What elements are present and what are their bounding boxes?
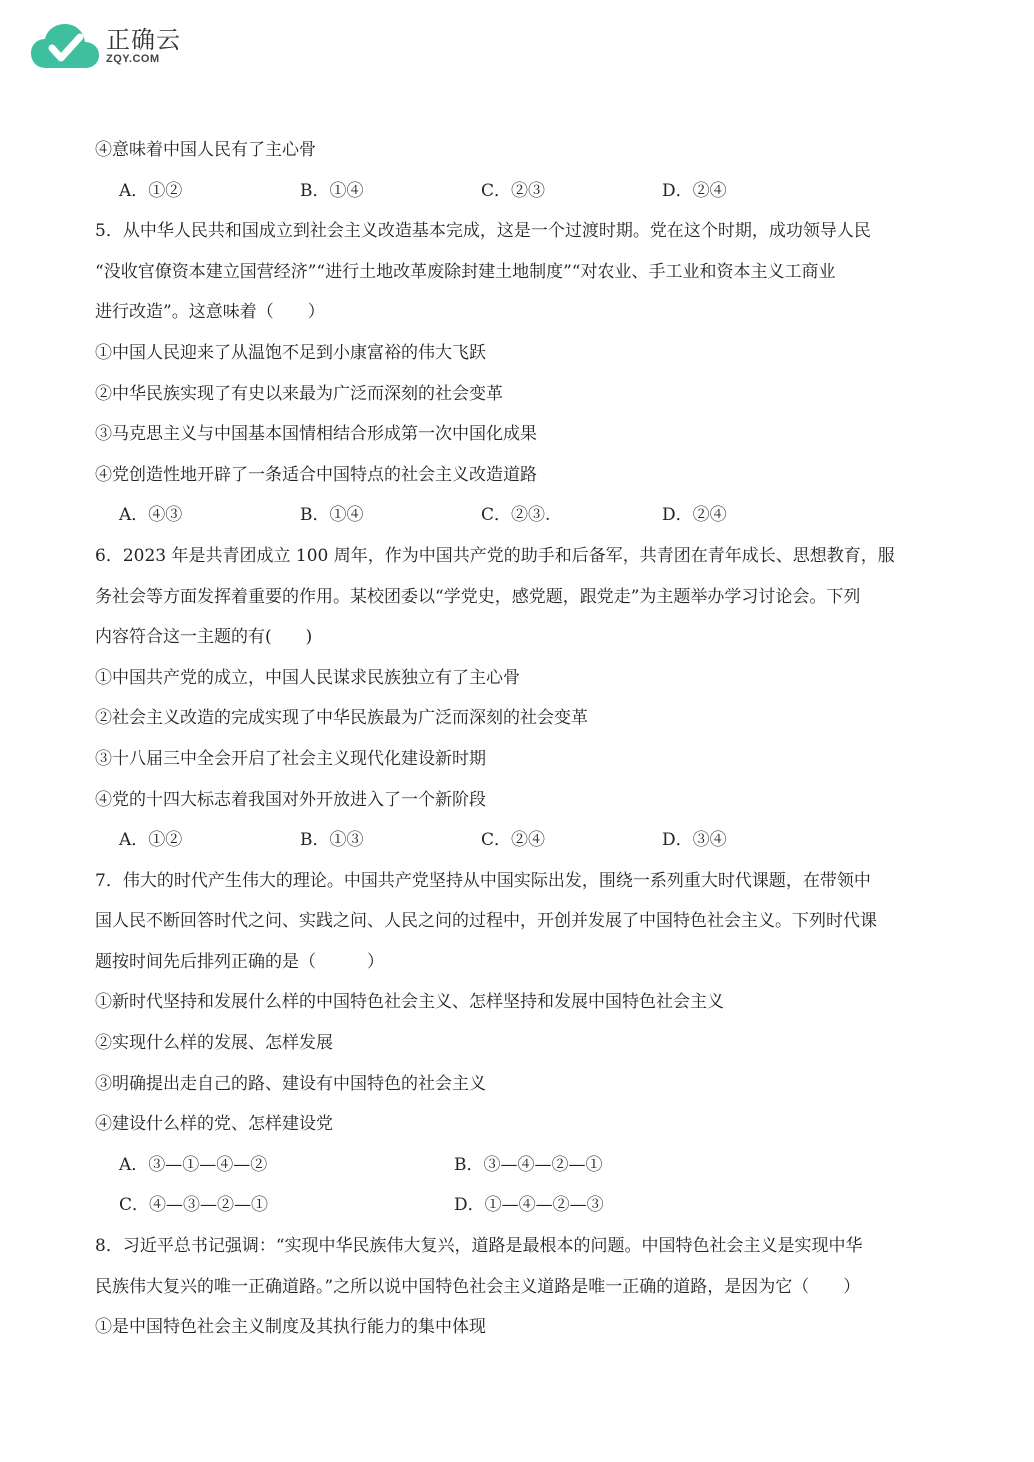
q5-statement-2: ②中华民族实现了有史以来最为广泛而深刻的社会变革 [95, 383, 503, 404]
q6-statement-1: ①中国共产党的成立，中国人民谋求民族独立有了主心骨 [95, 667, 520, 688]
q7-options-row-2 [95, 1185, 955, 1226]
q5-stem-line: 进行改造”。这意味着（ ） [95, 302, 325, 323]
q6-option-b[interactable]: B．①③ [300, 830, 364, 851]
q6-options [95, 820, 955, 861]
logo-domain: ZQY.COM [106, 53, 160, 65]
q5-statement-4: ④党创造性地开辟了一条适合中国特点的社会主义改造道路 [95, 464, 537, 485]
q7-option-d[interactable]: D．①—④—②—③ [454, 1195, 604, 1216]
q7-stem-line: 国人民不断回答时代之问、实践之问、人民之问的过程中，开创并发展了中国特色社会主义。下列时代课 [95, 911, 877, 932]
q4-option-b[interactable]: B．①④ [300, 180, 364, 201]
q6-stem-line: 内容符合这一主题的有( ) [95, 627, 313, 648]
q5-option-a[interactable]: A．④③ [119, 505, 183, 526]
q5-option-c[interactable]: C．②③. [481, 505, 551, 526]
q5-statement-3: ③马克思主义与中国基本国情相结合形成第一次中国化成果 [95, 424, 537, 445]
logo-name: 正确云 [106, 26, 181, 54]
q5-stem-line: “没收官僚资本建立国营经济”“进行土地改革废除封建土地制度”“对农业、手工业和资本主义工商业 [95, 261, 836, 282]
question-document [95, 130, 955, 1348]
q6-option-c[interactable]: C．②④ [481, 830, 546, 851]
q6-stem-line: 务社会等方面发挥着重要的作用。某校团委以“学党史，感党题，跟党走”为主题举办学习讨论会。下列 [95, 586, 861, 607]
q5-stem-line: 5．从中华人民共和国成立到社会主义改造基本完成，这是一个过渡时期。党在这个时期，成功领导人民 [95, 221, 871, 242]
q7-statement-4: ④建设什么样的党、怎样建设党 [95, 1114, 333, 1135]
q6-option-d[interactable]: D．③④ [662, 830, 727, 851]
q8-stem-line: 民族伟大复兴的唯一正确道路。”之所以说中国特色社会主义道路是唯一正确的道路，是因为它（ ） [95, 1276, 861, 1297]
q7-option-c[interactable]: C．④—③—②—① [119, 1195, 269, 1216]
q4-statement-4: ④意味着中国人民有了主心骨 [95, 140, 316, 160]
site-logo[interactable] [30, 22, 181, 70]
q6-statement-4: ④党的十四大标志着我国对外开放进入了一个新阶段 [95, 789, 486, 810]
q5-options [95, 495, 955, 536]
q7-stem-line: 7．伟大的时代产生伟大的理论。中国共产党坚持从中国实际出发，围绕一系列重大时代课题，在带领中 [95, 870, 871, 891]
q4-option-d[interactable]: D．②④ [662, 180, 727, 201]
q7-statement-3: ③明确提出走自己的路、建设有中国特色的社会主义 [95, 1073, 486, 1094]
q6-stem-line: 6．2023 年是共青团成立 100 周年，作为中国共产党的助手和后备军，共青团在青年成长、思想教育，服 [95, 545, 895, 566]
q8-stem-line: 8．习近平总书记强调：“实现中华民族伟大复兴，道路是最根本的问题。中国特色社会主义是实现中华 [95, 1236, 863, 1257]
q5-option-b[interactable]: B．①④ [300, 505, 364, 526]
q7-statement-2: ②实现什么样的发展、怎样发展 [95, 1033, 333, 1054]
q7-options-row-1 [95, 1145, 955, 1186]
q4-option-a[interactable]: A．①② [119, 180, 183, 201]
q7-stem-line: 题按时间先后排列正确的是（ ） [95, 951, 384, 972]
q4-options [95, 171, 955, 212]
q6-statement-3: ③十八届三中全会开启了社会主义现代化建设新时期 [95, 748, 486, 769]
q8-statement-1: ①是中国特色社会主义制度及其执行能力的集中体现 [95, 1317, 486, 1338]
q6-statement-2: ②社会主义改造的完成实现了中华民族最为广泛而深刻的社会变革 [95, 708, 588, 729]
q5-statement-1: ①中国人民迎来了从温饱不足到小康富裕的伟大飞跃 [95, 342, 486, 363]
q4-option-c[interactable]: C．②③ [481, 180, 546, 201]
q5-option-d[interactable]: D．②④ [662, 505, 727, 526]
q7-statement-1: ①新时代坚持和发展什么样的中国特色社会主义、怎样坚持和发展中国特色社会主义 [95, 992, 724, 1013]
q7-option-a[interactable]: A．③—①—④—② [119, 1154, 268, 1175]
q7-option-b[interactable]: B．③—④—②—① [454, 1154, 603, 1175]
cloud-check-icon [30, 22, 100, 70]
q6-option-a[interactable]: A．①② [119, 830, 183, 851]
